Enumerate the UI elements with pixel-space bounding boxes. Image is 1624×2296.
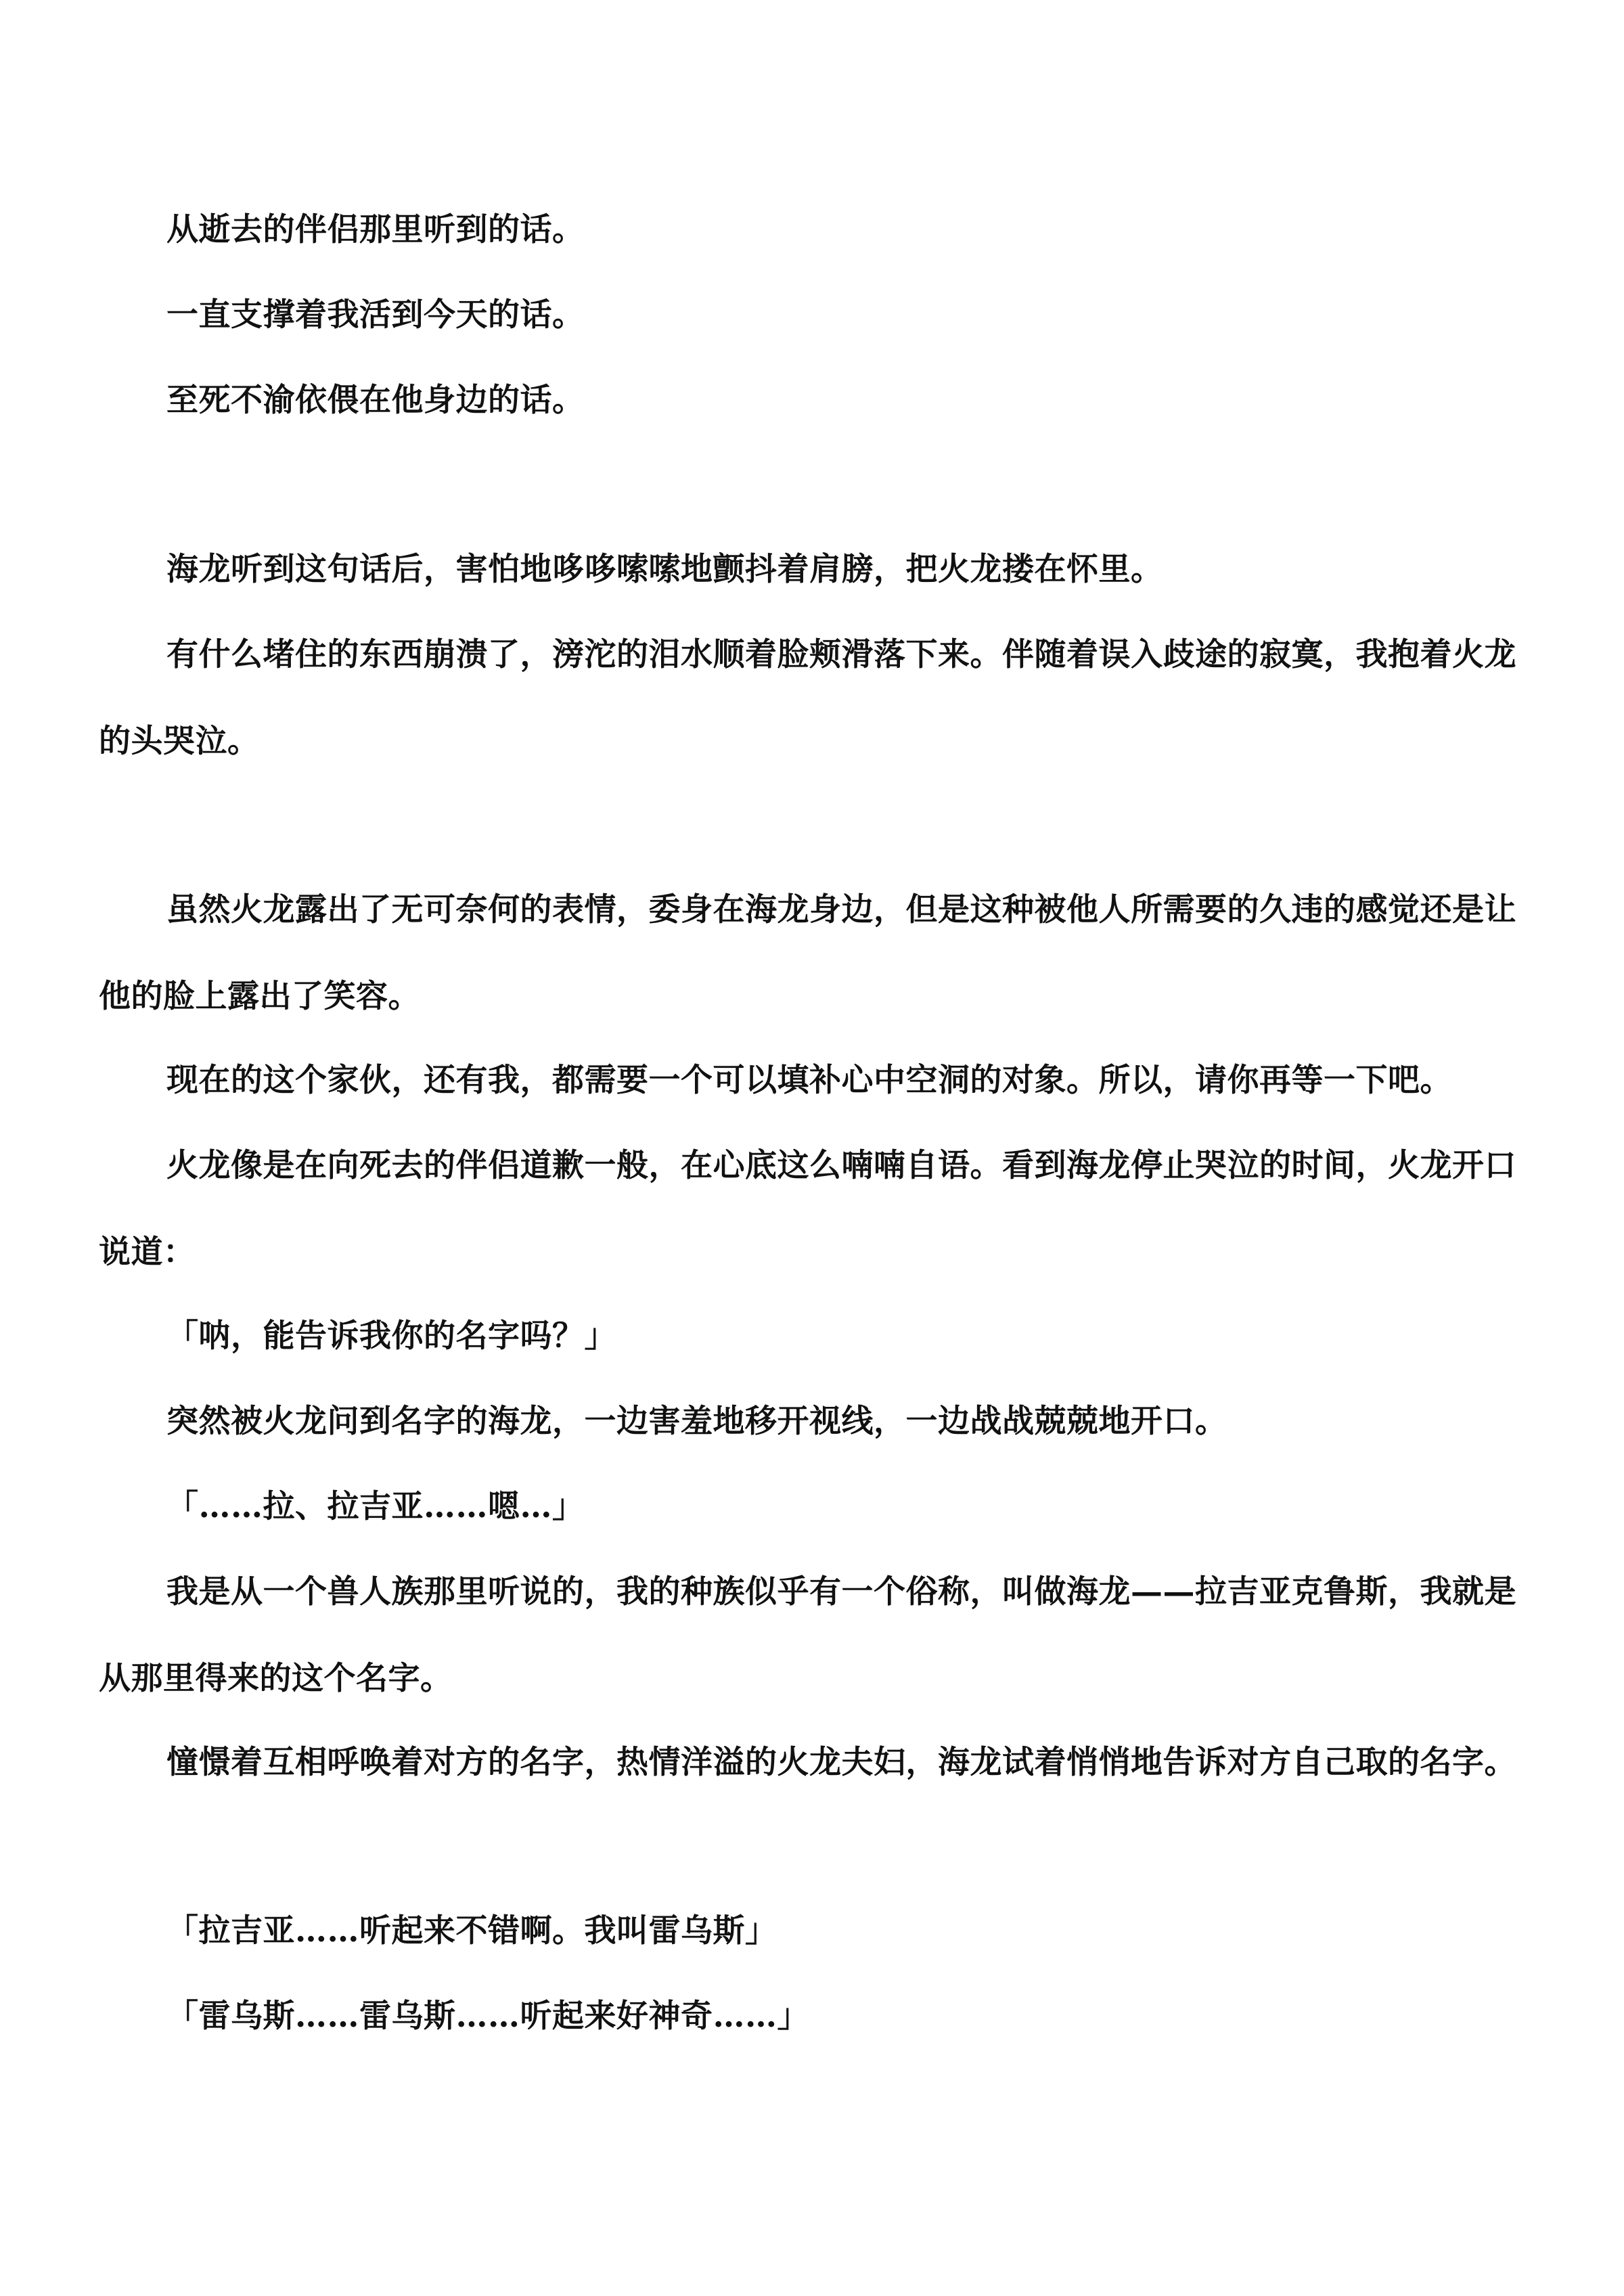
paragraph-5: 有什么堵住的东西崩溃了，滂沱的泪水顺着脸颊滑落下来。伴随着误入歧途的寂寞，我抱着火龙的头哭泣。 <box>99 636 1516 760</box>
paragraph-1: 从逝去的伴侣那里听到的话。 <box>166 211 585 248</box>
paragraph-2: 一直支撑着我活到今天的话。 <box>166 296 585 334</box>
paragraph-13: 憧憬着互相呼唤着对方的名字，热情洋溢的火龙夫妇，海龙试着悄悄地告诉对方自己取的名字。 <box>166 1744 1516 1781</box>
paragraph-7: 现在的这个家伙，还有我，都需要一个可以填补心中空洞的对象。所以，请你再等一下吧。 <box>166 1062 1452 1099</box>
paragraph-4: 海龙听到这句话后，害怕地哆哆嗦嗦地颤抖着肩膀，把火龙搂在怀里。 <box>166 551 1163 588</box>
paragraph-10: 突然被火龙问到名字的海龙，一边害羞地移开视线，一边战战兢兢地开口。 <box>166 1403 1227 1440</box>
paragraph-12: 我是从一个兽人族那里听说的，我的种族似乎有一个俗称，叫做海龙——拉吉亚克鲁斯，我就是从那里得来的这个名字。 <box>99 1573 1516 1697</box>
paragraph-6: 虽然火龙露出了无可奈何的表情，委身在海龙身边，但是这种被他人所需要的久违的感觉还是让他的脸上露出了笑容。 <box>99 891 1516 1015</box>
paragraph-3: 至死不渝依偎在他身边的话。 <box>166 382 585 419</box>
paragraph-8: 火龙像是在向死去的伴侣道歉一般，在心底这么喃喃自语。看到海龙停止哭泣的时间，火龙开口说道： <box>99 1147 1516 1271</box>
paragraph-9: 「呐，能告诉我你的名字吗？」 <box>166 1318 616 1355</box>
paragraph-11: 「……拉、拉吉亚……嗯…」 <box>166 1488 585 1525</box>
paragraph-14: 「拉吉亚……听起来不错啊。我叫雷乌斯」 <box>166 1912 777 1950</box>
paragraph-15: 「雷乌斯……雷乌斯……听起来好神奇……」 <box>166 1998 809 2035</box>
